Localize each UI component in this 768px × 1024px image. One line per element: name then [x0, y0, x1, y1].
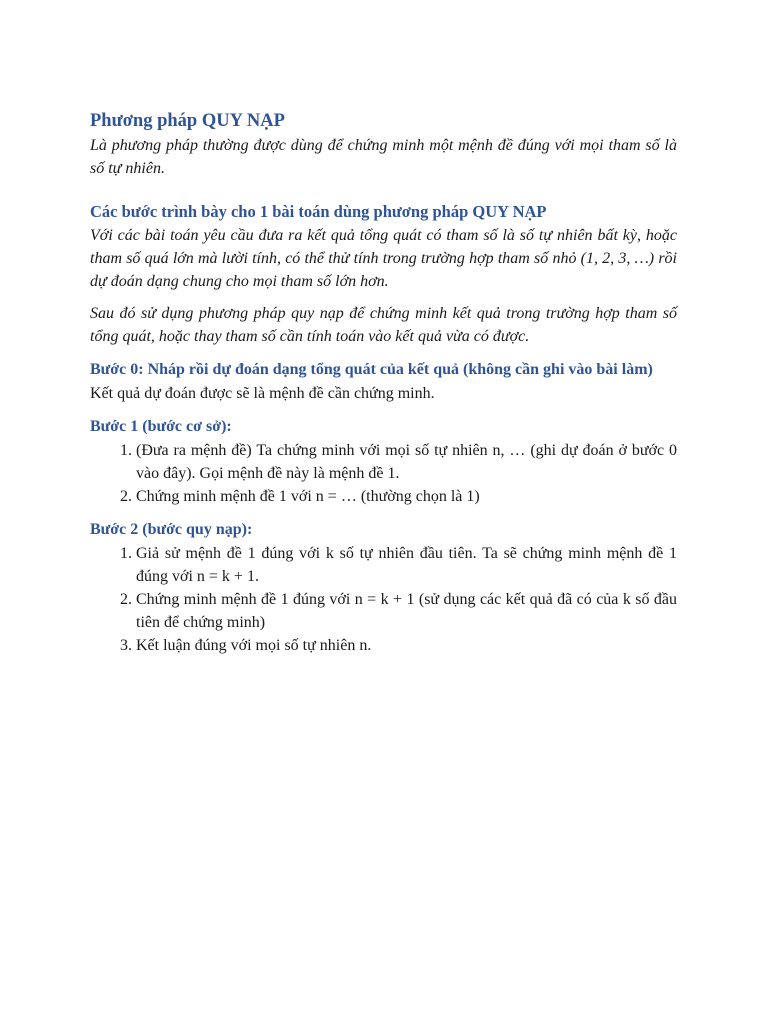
list-item: 2. Chứng minh mệnh đề 1 với n = … (thường chọn là 1): [136, 485, 677, 508]
step0-text: Kết quả dự đoán được sẽ là mệnh đề cần chứng minh.: [90, 385, 435, 402]
section-title-method: Phương pháp QUY NẠP: [90, 111, 285, 131]
method-definition: Là phương pháp thường được dùng để chứng minh một mệnh đề đúng với mọi tham số là số tự nhiên.: [90, 137, 677, 177]
step2-heading: Bước 2 (bước quy nạp):: [90, 521, 253, 538]
list-item: 2. Chứng minh mệnh đề 1 đúng với n = k + 1 (sử dụng các kết quả đã có của k số đầu tiên để chứng minh): [136, 588, 677, 634]
list-item: 1. Giả sử mệnh đề 1 đúng với k số tự nhiên đầu tiên. Ta sẽ chứng minh mệnh đề 1 đúng với n = k + 1.: [136, 542, 677, 588]
section-title-steps: Các bước trình bày cho 1 bài toán dùng phương pháp QUY NẠP: [90, 202, 547, 221]
step0-heading: Bước 0: Nháp rồi dự đoán dạng tổng quát của kết quả (không cần ghi vào bài làm): [90, 361, 653, 378]
steps-followup: Sau đó sử dụng phương pháp quy nạp để chứng minh kết quả trong trường hợp tham số tổng quát, hoặc thay tham số cần tính toán vào kết quả vừa có được.: [90, 305, 677, 345]
step2-list: [90, 542, 677, 657]
document-page: [90, 108, 677, 657]
step1-list: [90, 439, 677, 508]
steps-intro: Với các bài toán yêu cầu đưa ra kết quả tổng quát có tham số là số tự nhiên bất kỳ, hoặc tham số quá lớn mà lười tính, có thể thử tính trong trường hợp tham số nhỏ (1, 2, 3, …) rồi dự đoán dạng chung cho mọi tham số lớn hơn.: [90, 227, 677, 290]
list-item: 3. Kết luận đúng với mọi số tự nhiên n.: [136, 634, 677, 657]
list-item: 1. (Đưa ra mệnh đề) Ta chứng minh với mọi số tự nhiên n, … (ghi dự đoán ở bước 0 vào đây). Gọi mệnh đề này là mệnh đề 1.: [136, 439, 677, 485]
step1-heading: Bước 1 (bước cơ sở):: [90, 418, 232, 435]
